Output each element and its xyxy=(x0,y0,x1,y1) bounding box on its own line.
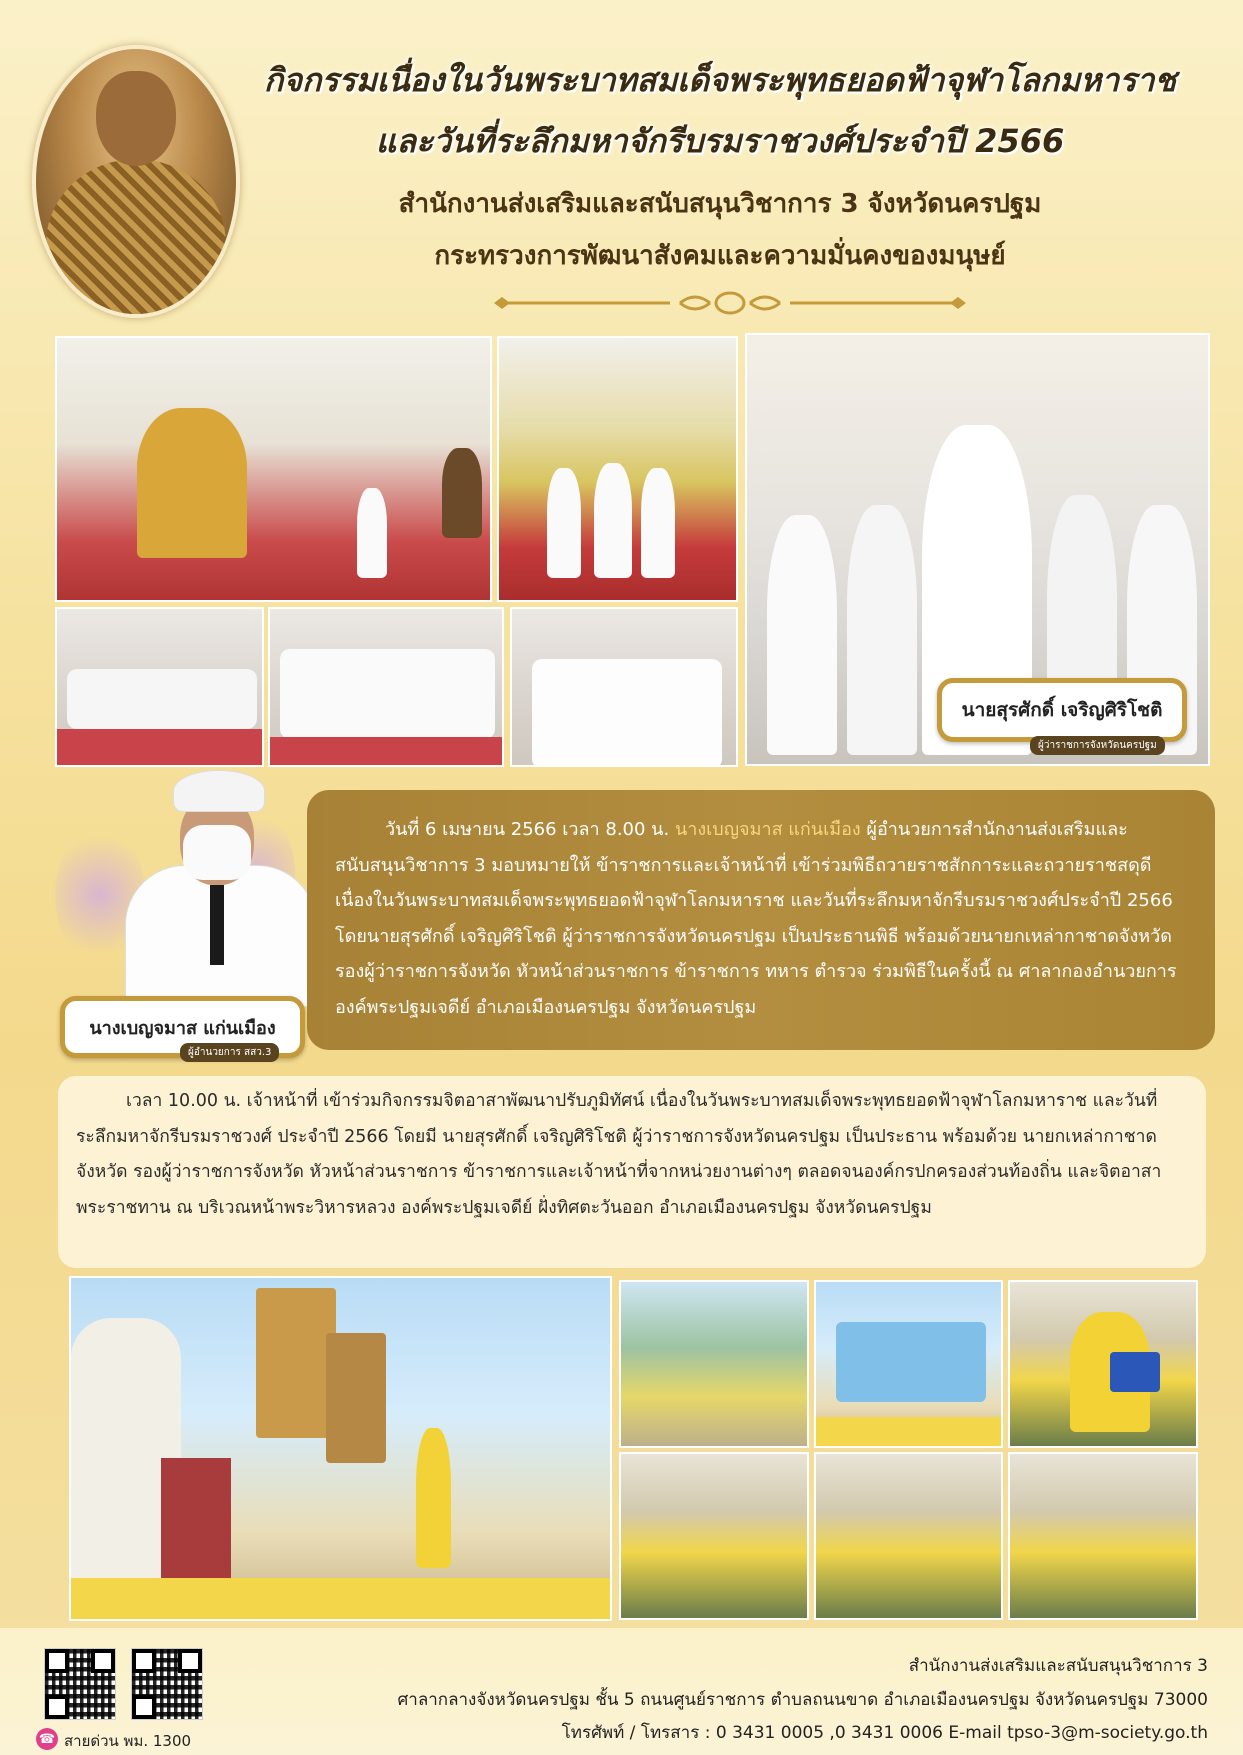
director-name: นางเบญจมาส แก่นเมือง xyxy=(89,1017,276,1039)
photo-stage-banner xyxy=(814,1280,1003,1448)
qr-code-facebook[interactable] xyxy=(131,1648,203,1720)
photo-staff-group xyxy=(497,336,738,602)
photo-cleanup-2 xyxy=(814,1452,1003,1620)
volunteer-text: เวลา 10.00 น. เจ้าหน้าที่ เข้าร่วมกิจกรรมจิตอาสาพัฒนาปรับภูมิทัศน์ เนื่องในวันพระบาทสมเด็จพระพุทธยอดฟ้าจุฬาโลกมหาราช และวันที่ระลึกมหาจักรีบรมราชวงศ์ ประจำปี 2566 โดยมี นายสุรศักดิ์ เจริญศิริโชติ ผู้ว่าราชการจังหวัดนครปฐม เป็นประธาน พร้อมด้วย นายกเหล่ากาชาดจังหวัด รองผู้ว่าราชการจังหวัด หัวหน้าส่วนราชการ ข้าราชการและเจ้าหน้าที่จากหน่วยงานต่างๆ ตลอดจนองค์กรปกครองส่วนท้องถิ่น และจิตอาสาพระราชทาน ณ บริเวณหน้าพระวิหารหลวง องค์พระปฐมเจดีย์ ฝั่งทิศตะวันออก อำเภอเมืองนครปฐม จังหวัดนครปฐม xyxy=(76,1091,1162,1218)
hotline-text: สายด่วน พม. 1300 xyxy=(64,1732,192,1750)
photo-cleanup-1 xyxy=(619,1452,809,1620)
photo-ceremony-altar xyxy=(55,336,492,602)
governor-name-tag xyxy=(937,678,1187,742)
photo-crowd-field xyxy=(619,1280,809,1448)
photo-royal-portrait-outdoor xyxy=(69,1276,612,1621)
king-portrait xyxy=(32,45,240,318)
ceremony-description xyxy=(307,790,1215,1050)
director-role: ผู้อำนวยการ สสว.3 xyxy=(180,1043,279,1062)
ministry-subtitle: กระทรวงการพัฒนาสังคมและความมั่นคงของมนุษย์ xyxy=(434,241,1006,271)
photo-female-staff xyxy=(510,607,738,767)
qr-code-website[interactable] xyxy=(44,1648,116,1720)
ceremony-text-part1: วันที่ 6 เมษายน 2566 เวลา 8.00 น. xyxy=(385,819,675,840)
page-title-line1: กิจกรรมเนื่องในวันพระบาทสมเด็จพระพุทธยอดฟ้าจุฬาโลกมหาราช xyxy=(263,61,1177,99)
footer xyxy=(0,1628,1243,1755)
volunteer-description xyxy=(58,1076,1206,1268)
ornament-divider xyxy=(490,291,970,315)
footer-org: สำนักงานส่งเสริมและสนับสนุนวิชาการ 3 xyxy=(908,1656,1208,1676)
footer-contact: โทรศัพท์ / โทรสาร : 0 3431 0005 ,0 3431 0006 E-mail tpso-3@m-society.go.th xyxy=(561,1723,1208,1743)
photo-seated-officials xyxy=(55,607,264,767)
photo-cleanup-3 xyxy=(1008,1452,1198,1620)
photo-speaker-podium xyxy=(1008,1280,1198,1448)
ceremony-text-part2: ผู้อำนวยการสำนักงานส่งเสริมและสนับสนุนวิชาการ 3 มอบหมายให้ ข้าราชการและเจ้าหน้าที่ เข้าร่วมพิธีถวายราชสักการะและถวายราชสดุดี เนื่องในวันพระบาทสมเด็จพระพุทธยอดฟ้าจุฬาโลกมหาราช และวันที่ระลึกมหาจักรีบรมราชวงศ์ประจำปี 2566 โดยนายสุรศักดิ์ เจริญศิริโชติ ผู้ว่าราชการจังหวัดนครปฐม เป็นประธานพิธี พร้อมด้วยนายกเหล่ากาชาดจังหวัด รองผู้ว่าราชการจังหวัด หัวหน้าส่วนราชการ ข้าราชการ ทหาร ตำรวจ ร่วมพิธีในครั้งนี้ ณ ศาลากองอำนวยการ องค์พระปฐมเจดีย์ อำเภอเมืองนครปฐม จังหวัดนครปฐม xyxy=(335,819,1177,1018)
governor-name: นายสุรศักดิ์ เจริญศิริโชติ xyxy=(961,699,1163,721)
hotline-icon: ☎ xyxy=(36,1728,58,1750)
director-highlight: นางเบญจมาส แก่นเมือง xyxy=(674,819,861,840)
photo-audience xyxy=(268,607,504,767)
footer-address: ศาลากลางจังหวัดนครปฐม ชั้น 5 ถนนศูนย์ราชการ ตำบลถนนขาด อำเภอเมืองนครปฐม จังหวัดนครปฐม 73000 xyxy=(397,1690,1208,1710)
org-subtitle: สำนักงานส่งเสริมและสนับสนุนวิชาการ 3 จังหวัดนครปฐม xyxy=(398,189,1042,219)
director-portrait xyxy=(55,765,285,1010)
page-title-line2: และวันที่ระลึกมหาจักรีบรมราชวงศ์ประจำปี 2566 xyxy=(375,122,1065,160)
governor-role: ผู้ว่าราชการจังหวัดนครปฐม xyxy=(1030,736,1165,755)
